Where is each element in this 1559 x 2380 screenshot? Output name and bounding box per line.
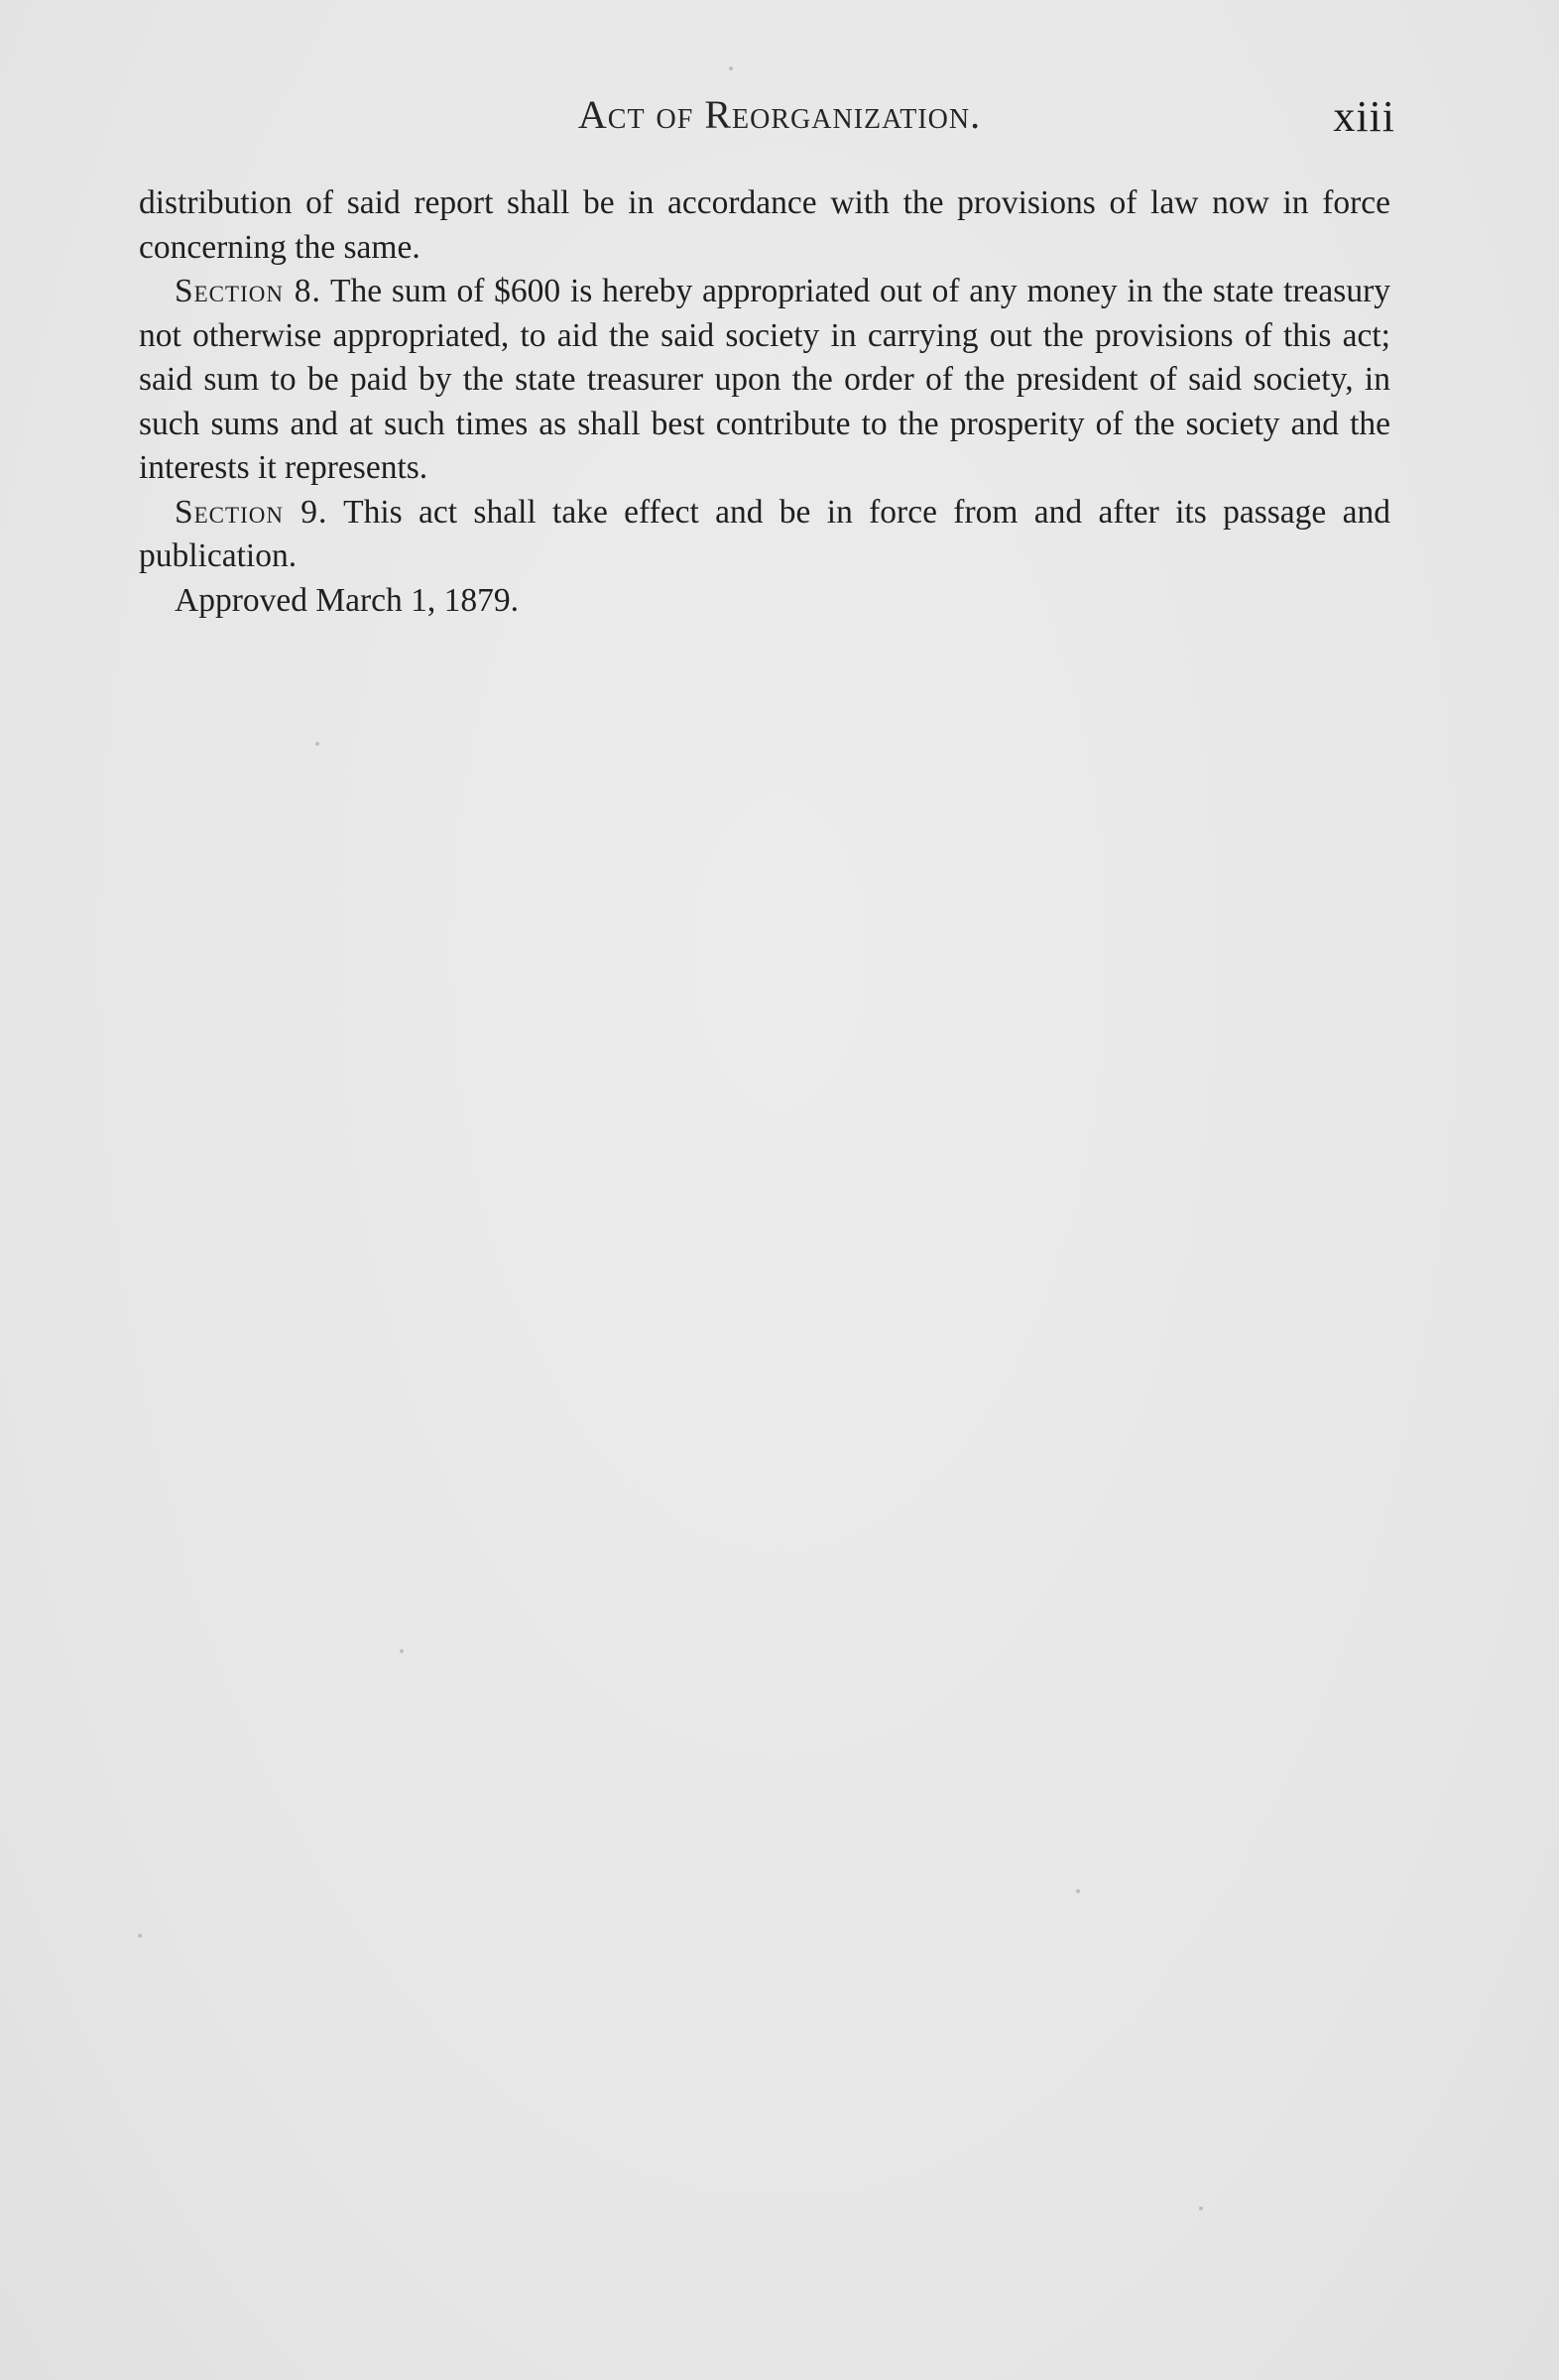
paper-speck <box>315 742 319 746</box>
running-title: Act of Reorganization. <box>577 92 982 137</box>
approval-date: Approved March 1, 1879. <box>175 581 520 619</box>
section-9-paragraph <box>139 491 1390 579</box>
body-text <box>139 181 1390 623</box>
running-header <box>0 91 1559 151</box>
paper-speck <box>138 1934 142 1938</box>
section-8-paragraph <box>139 270 1390 491</box>
paper-speck <box>1076 1889 1080 1893</box>
section-8-label: Section 8. <box>175 273 321 309</box>
continuation-paragraph: distribution of said report shall be in accordance with the provisions of law now in force concerning the same. <box>139 184 1390 266</box>
paper-speck <box>400 1649 404 1653</box>
section-9-label: Section 9. <box>175 493 328 531</box>
paper-speck <box>1199 2206 1203 2210</box>
section-8-text: The sum of $600 is hereby appropriated out of any money in the state treasury not otherwise appropriated, to aid the said society in carrying out the provisions of this act; said sum to be paid by the state treasurer upon the order of the president of said society, in such sums and at such times as shall best contribute to the prosperity of the society and the interests it represents. <box>139 273 1390 486</box>
paper-speck <box>729 66 733 70</box>
page-number: xiii <box>1333 92 1395 141</box>
section-9-text: This act shall take effect and be in force from and after its passage and publication. <box>139 493 1390 574</box>
